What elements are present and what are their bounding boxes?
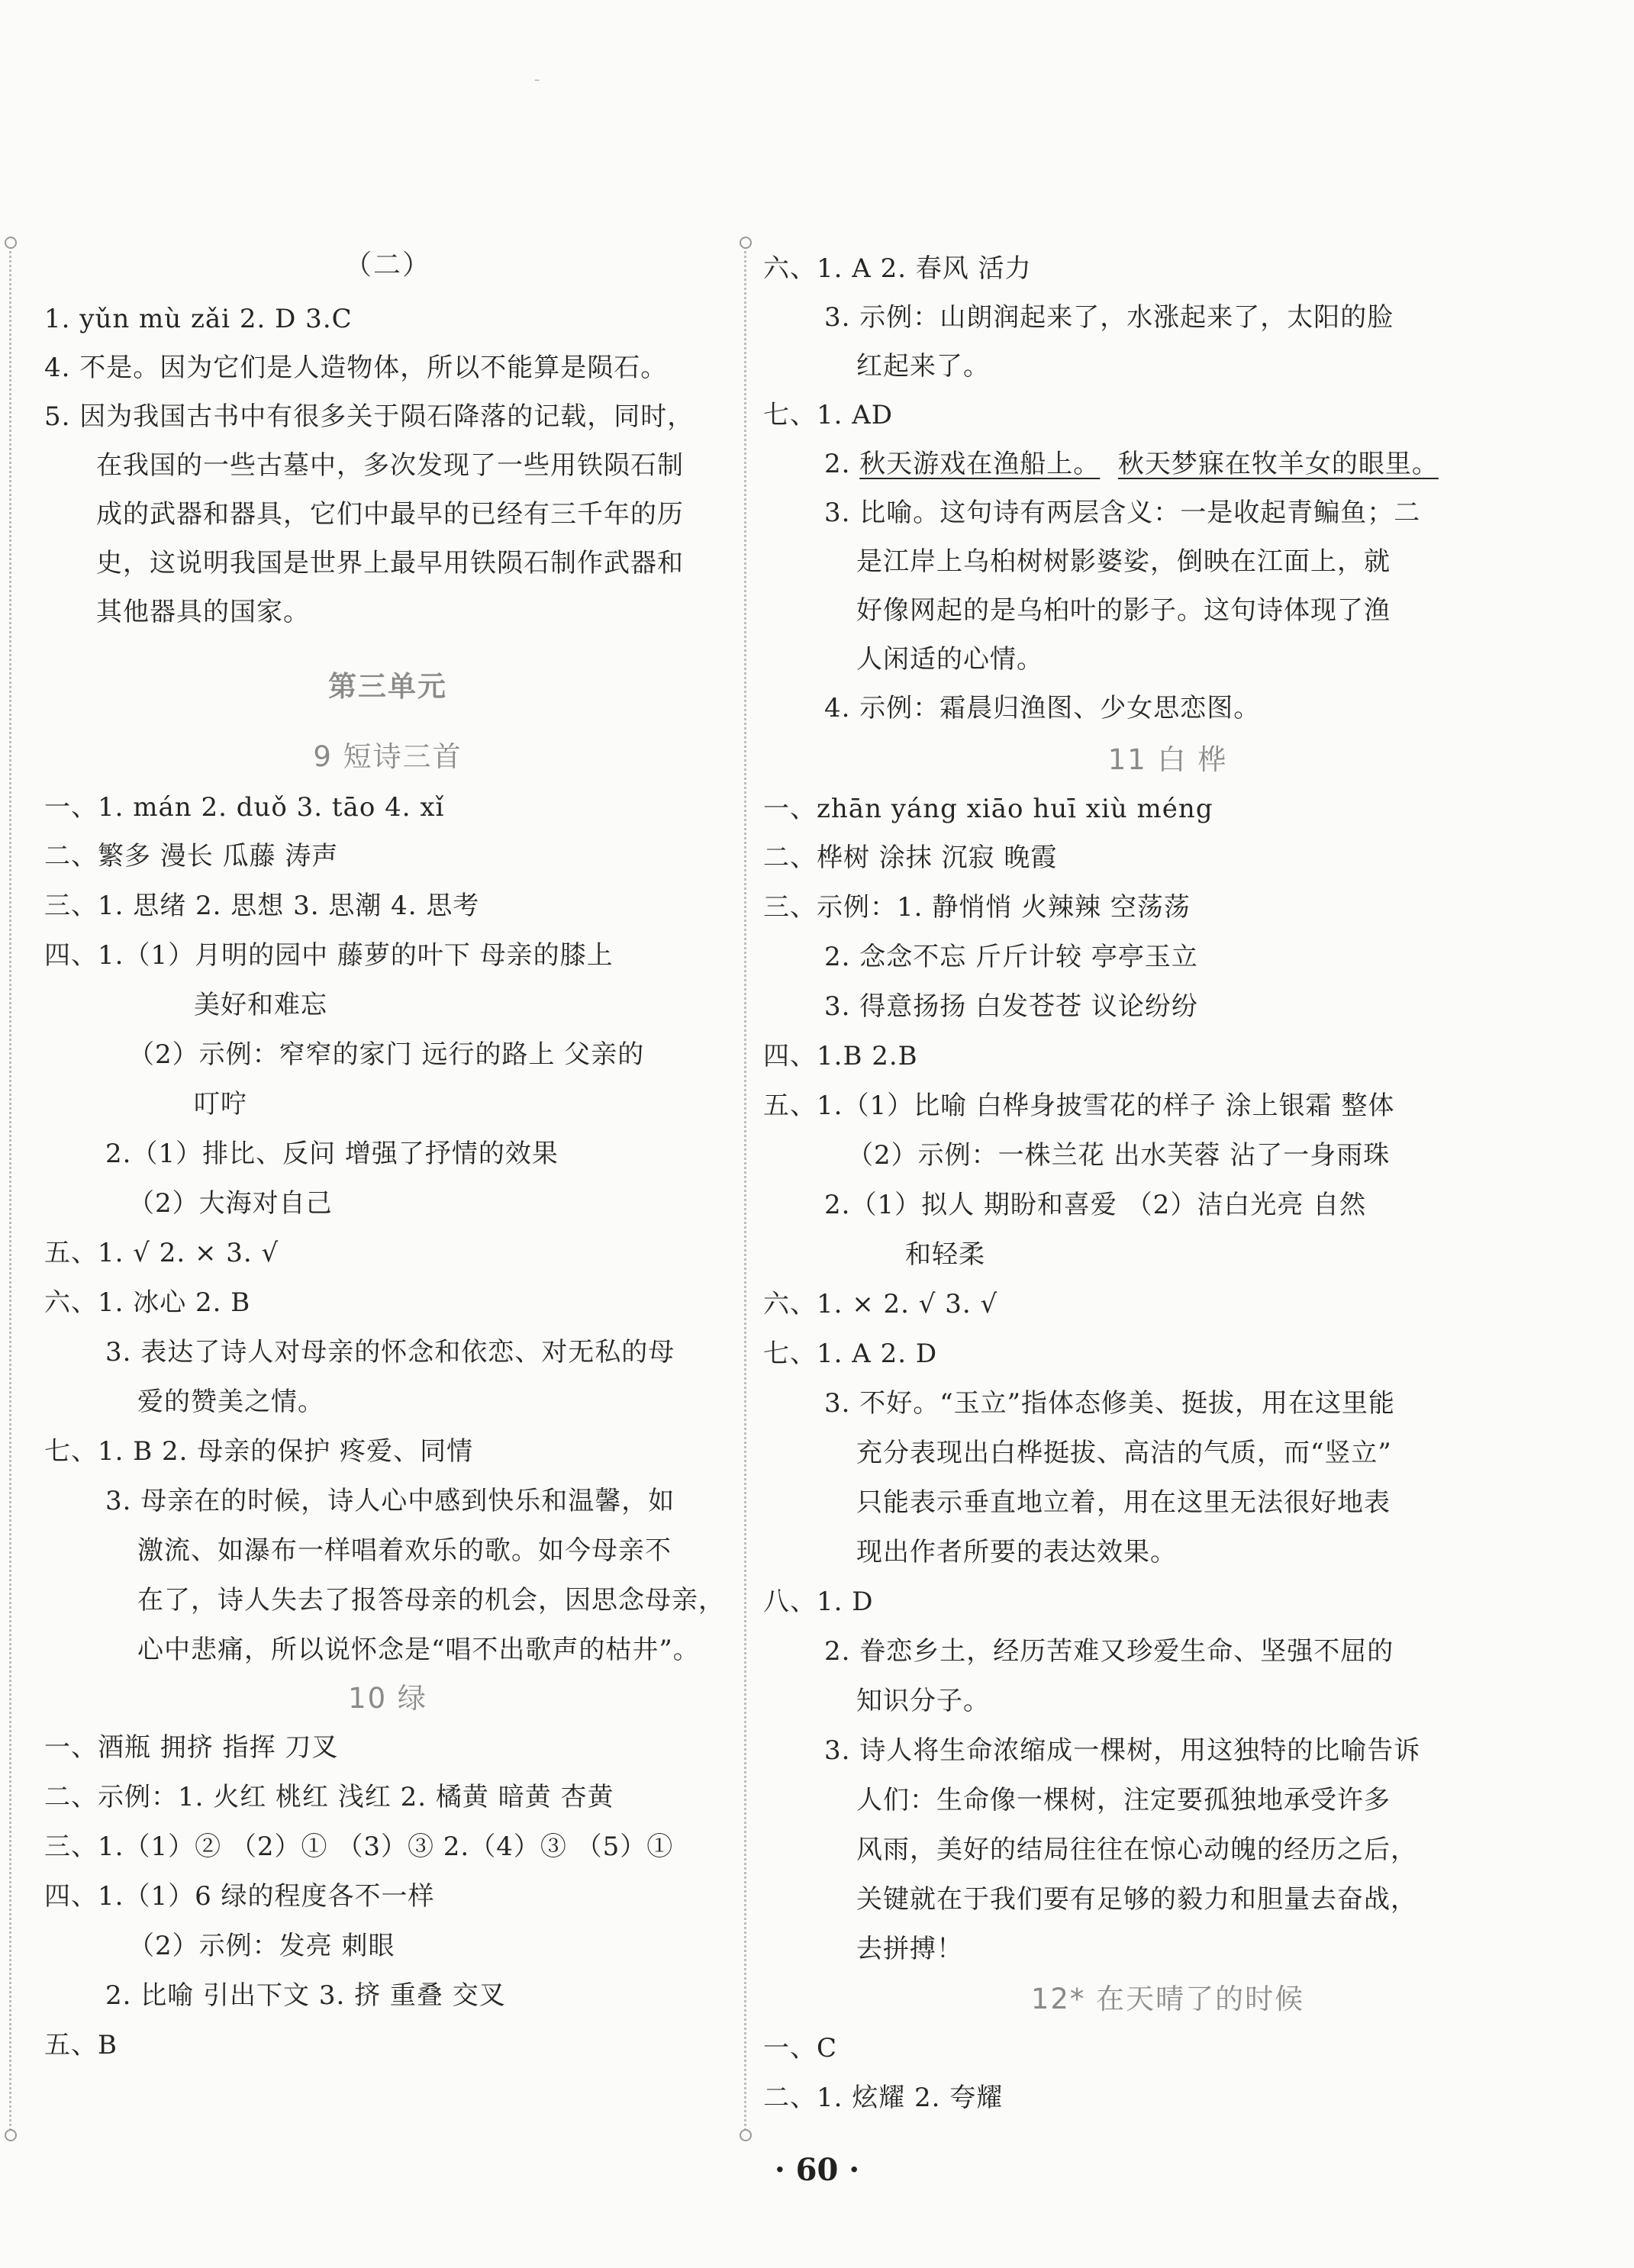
answer-line: 五、1.（1）比喻 白桦身披雪花的样子 涂上银霜 整体 <box>763 1091 1395 1121</box>
answer-line: 四、1.B 2.B <box>763 1041 918 1071</box>
left-margin-dotted-line <box>9 243 11 2135</box>
answer-line: 关键就在于我们要有足够的毅力和胆量去奋战， <box>856 1884 1417 1915</box>
answer-line: 人闲适的心情。 <box>856 644 1043 675</box>
answer-line: 三、1. 思绪 2. 思想 3. 思潮 4. 思考 <box>44 891 480 921</box>
answer-line: 好像网起的是乌桕叶的影子。这句诗体现了渔 <box>856 595 1391 626</box>
answer-line: 一、zhān yáng xiāo huī xiù méng <box>763 794 1213 824</box>
answer-line: 3. 不好。“玉立”指体态修美、挺拔，用在这里能 <box>824 1388 1396 1419</box>
answer-line: 1. yǔn mù zǎi 2. D 3.C <box>44 304 353 334</box>
item-number: 2. <box>824 449 860 479</box>
answer-line: 现出作者所要的表达效果。 <box>856 1537 1177 1567</box>
answer-line: （2）示例：一株兰花 出水芙蓉 沾了一身雨珠 <box>847 1140 1391 1171</box>
answer-line: 和轻柔 <box>905 1239 985 1270</box>
answer-line-underlined <box>824 443 1439 485</box>
answer-line: 3. 母亲在的时候，诗人心中感到快乐和温馨，如 <box>105 1486 675 1516</box>
answer-line: 3. 比喻。这句诗有两层含义：一是收起青鳊鱼；二 <box>824 498 1421 528</box>
answer-line: 知识分子。 <box>856 1686 990 1716</box>
answer-line: 3. 诗人将生命浓缩成一棵树，用这独特的比喻告诉 <box>824 1735 1421 1766</box>
answer-line: 2. 比喻 引出下文 3. 挤 重叠 交叉 <box>105 1980 506 2011</box>
answer-line: 2. 念念不忘 斤斤计较 亭亭玉立 <box>824 942 1198 972</box>
answer-line: 六、1. × 2. √ 3. √ <box>763 1289 998 1319</box>
answer-line: 是江岸上乌桕树树影婆娑，倒映在江面上，就 <box>856 546 1391 577</box>
lesson-heading-10: 10 绿 <box>348 1682 427 1715</box>
answer-line: 红起来了。 <box>856 351 990 382</box>
answer-line: 充分表现出白桦挺拔、高洁的气质，而“竖立” <box>856 1438 1392 1468</box>
answer-line: （2）大海对自己 <box>128 1188 333 1219</box>
section-heading-part2: （二） <box>343 250 431 281</box>
answer-line: 六、1. 冰心 2. B <box>44 1287 251 1318</box>
answer-line: 美好和难忘 <box>194 990 327 1020</box>
answer-line: 一、1. mán 2. duǒ 3. tāo 4. xǐ <box>44 792 445 823</box>
answer-line: 一、酒瓶 拥挤 指挥 刀叉 <box>44 1732 339 1763</box>
answer-line: 一、C <box>763 2033 838 2063</box>
answer-line: 爱的赞美之情。 <box>137 1387 324 1417</box>
answer-line: 史，这说明我国是世界上最早用铁陨石制作武器和 <box>96 548 684 578</box>
lesson-heading-9: 9 短诗三首 <box>313 740 462 773</box>
answer-line: 五、B <box>44 2030 118 2060</box>
answer-line: 其他器具的国家。 <box>96 597 310 627</box>
answer-line: 四、1.（1）6 绿的程度各不一样 <box>44 1881 435 1912</box>
answer-line: 二、示例：1. 火红 桃红 浅红 2. 橘黄 暗黄 杏黄 <box>44 1782 614 1812</box>
answer-line: 成的武器和器具，它们中最早的已经有三千年的历 <box>96 499 684 530</box>
page-number: · 60 · <box>774 2152 860 2188</box>
answer-line: 二、桦树 涂抹 沉寂 晚霞 <box>763 842 1058 873</box>
answer-line: 叮咛 <box>194 1089 247 1120</box>
answer-line: 二、繁多 漫长 瓜藤 涛声 <box>44 841 339 871</box>
answer-line: （2）示例：窄窄的家门 远行的路上 父亲的 <box>128 1039 645 1070</box>
underlined-answer: 秋天游戏在渔船上。 <box>859 449 1101 479</box>
answer-line: 只能表示垂直地立着，用在这里无法很好地表 <box>856 1487 1391 1518</box>
answer-line: 5. 因为我国古书中有很多关于陨石降落的记载，同时， <box>44 401 695 432</box>
answer-line: 2.（1）排比、反问 增强了抒情的效果 <box>105 1139 559 1169</box>
answer-line: 八、1. D <box>763 1587 874 1617</box>
center-dotted-divider <box>744 243 746 2135</box>
answer-line: 七、1. B 2. 母亲的保护 疼爱、同情 <box>44 1436 474 1467</box>
answer-line: 七、1. AD <box>763 400 894 430</box>
answer-line: 三、1.（1）② （2）① （3）③ 2.（4）③ （5）① <box>44 1831 674 1862</box>
underlined-answer: 秋天梦寐在牧羊女的眼里。 <box>1117 449 1439 479</box>
unit-heading: 第三单元 <box>328 670 447 703</box>
answer-line: 七、1. A 2. D <box>763 1339 938 1369</box>
answer-line: 4. 示例：霜晨归渔图、少女思恋图。 <box>824 693 1261 723</box>
answer-line: 人们：生命像一棵树，注定要孤独地承受许多 <box>856 1785 1391 1815</box>
answer-line: 在我国的一些古墓中，多次发现了一些用铁陨石制 <box>96 450 684 481</box>
answer-line: 3. 表达了诗人对母亲的怀念和依恋、对无私的母 <box>105 1337 675 1368</box>
faint-mark: - <box>534 70 540 89</box>
answer-line: 心中悲痛，所以说怀念是“唱不出歌声的枯井”。 <box>137 1635 700 1665</box>
answer-line: 激流、如瀑布一样唱着欢乐的歌。如今母亲不 <box>137 1535 672 1566</box>
answer-line: 2.（1）拟人 期盼和喜爱 （2）洁白光亮 自然 <box>824 1190 1367 1220</box>
answer-line: 五、1. √ 2. × 3. √ <box>44 1238 279 1268</box>
answer-line: （2）示例：发亮 刺眼 <box>128 1931 395 1961</box>
answer-line: 风雨，美好的结局往往在惊心动魄的经历之后， <box>856 1835 1417 1865</box>
answer-line: 4. 不是。因为它们是人造物体，所以不能算是陨石。 <box>44 353 668 383</box>
answer-line: 四、1.（1）月明的园中 藤萝的叶下 母亲的膝上 <box>44 940 614 971</box>
answer-line: 3. 示例：山朗润起来了，水涨起来了，太阳的脸 <box>824 302 1394 333</box>
answer-line: 2. 眷恋乡土，经历苦难又珍爱生命、坚强不屈的 <box>824 1636 1394 1667</box>
answer-line: 3. 得意扬扬 白发苍苍 议论纷纷 <box>824 991 1198 1022</box>
answer-line: 去拼搏！ <box>856 1934 963 1964</box>
lesson-heading-11: 11 白 桦 <box>1107 743 1228 776</box>
answer-line: 六、1. A 2. 春风 活力 <box>763 253 1032 284</box>
answer-line: 三、示例：1. 静悄悄 火辣辣 空荡荡 <box>763 892 1191 923</box>
lesson-heading-12: 12* 在天晴了的时候 <box>1030 1983 1305 2015</box>
answer-line: 二、1. 炫耀 2. 夸耀 <box>763 2083 1004 2113</box>
answer-line: 在了，诗人失去了报答母亲的机会，因思念母亲， <box>137 1585 725 1616</box>
